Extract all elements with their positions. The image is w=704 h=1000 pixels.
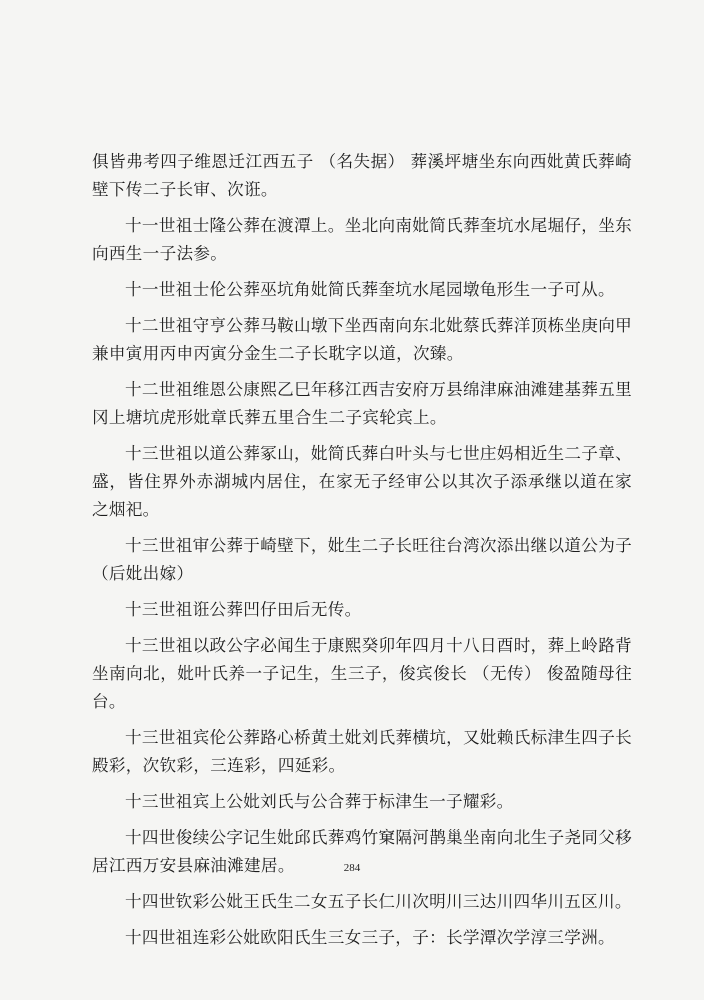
paragraph-1: 俱皆弗考四子维恩迁江西五子 （名失据） 葬溪坪塘坐东向西妣黄氏葬崎壁下传二子长审、次诳。 xyxy=(92,152,632,199)
paragraph-10: 十三世祖宾伦公葬路心桥黄土妣刘氏葬横坑，又妣赖氏标津生四子长殿彩，次钦彩，三连彩，四延彩。 xyxy=(92,728,632,775)
paragraph-11: 十三世祖宾上公妣刘氏与公合葬于标津生一子耀彩。 xyxy=(125,792,514,811)
paragraph-6: 十三世祖以道公葬冢山，妣简氏葬白叶头与七世庄妈相近生二子章、盛，皆住界外赤湖城内居住，在家无子经审公以其次子添承继以道在家之烟祀。 xyxy=(92,444,632,519)
paragraph-12: 十四世俊续公字记生妣邱氏葬鸡竹窠隔河鹊巢坐南向北生子尧同父移居江西万安县麻油滩建居。 xyxy=(92,828,632,875)
document-body xyxy=(92,148,632,960)
paragraph-2: 十一世祖士隆公葬在渡潭上。坐北向南妣简氏葬奎坑水尾堀仔，坐东向西生一子法参。 xyxy=(92,216,632,263)
paragraph-9: 十三世祖以政公字必闻生于康熙癸卯年四月十八日酉时，葬上岭路背坐南向北，妣叶氏养一子记生，生三子，俊宾俊长 （无传） 俊盈随母往台。 xyxy=(92,636,632,711)
paragraph-4: 十二世祖守亨公葬马鞍山墩下坐西南向东北妣蔡氏葬洋顶栋坐庚向甲兼申寅用丙申丙寅分金生二子长耽字以道，次臻。 xyxy=(92,316,632,363)
paragraph-3: 十一世祖士伦公葬巫坑角妣简氏葬奎坑水尾园墩龟形生一子可从。 xyxy=(125,280,615,299)
page-number: 284 xyxy=(343,862,361,874)
paragraph-14: 十四世祖连彩公妣欧阳氏生三女三子，子：长学潭次学淳三学洲。 xyxy=(125,928,615,947)
paragraph-8: 十三世祖诳公葬凹仔田后无传。 xyxy=(125,600,362,619)
paragraph-13: 十四世钦彩公妣王氏生二女五子长仁川次明川三达川四华川五区川。 xyxy=(125,892,632,911)
paragraph-5: 十二世祖维恩公康熙乙巳年移江西吉安府万县绵津麻油滩建基葬五里冈上塘坑虎形妣章氏葬五里合生二子宾轮宾上。 xyxy=(92,380,632,427)
paragraph-7: 十三世祖审公葬于崎壁下，妣生二子长旺往台湾次添出继以道公为子（后妣出嫁） xyxy=(92,536,632,583)
